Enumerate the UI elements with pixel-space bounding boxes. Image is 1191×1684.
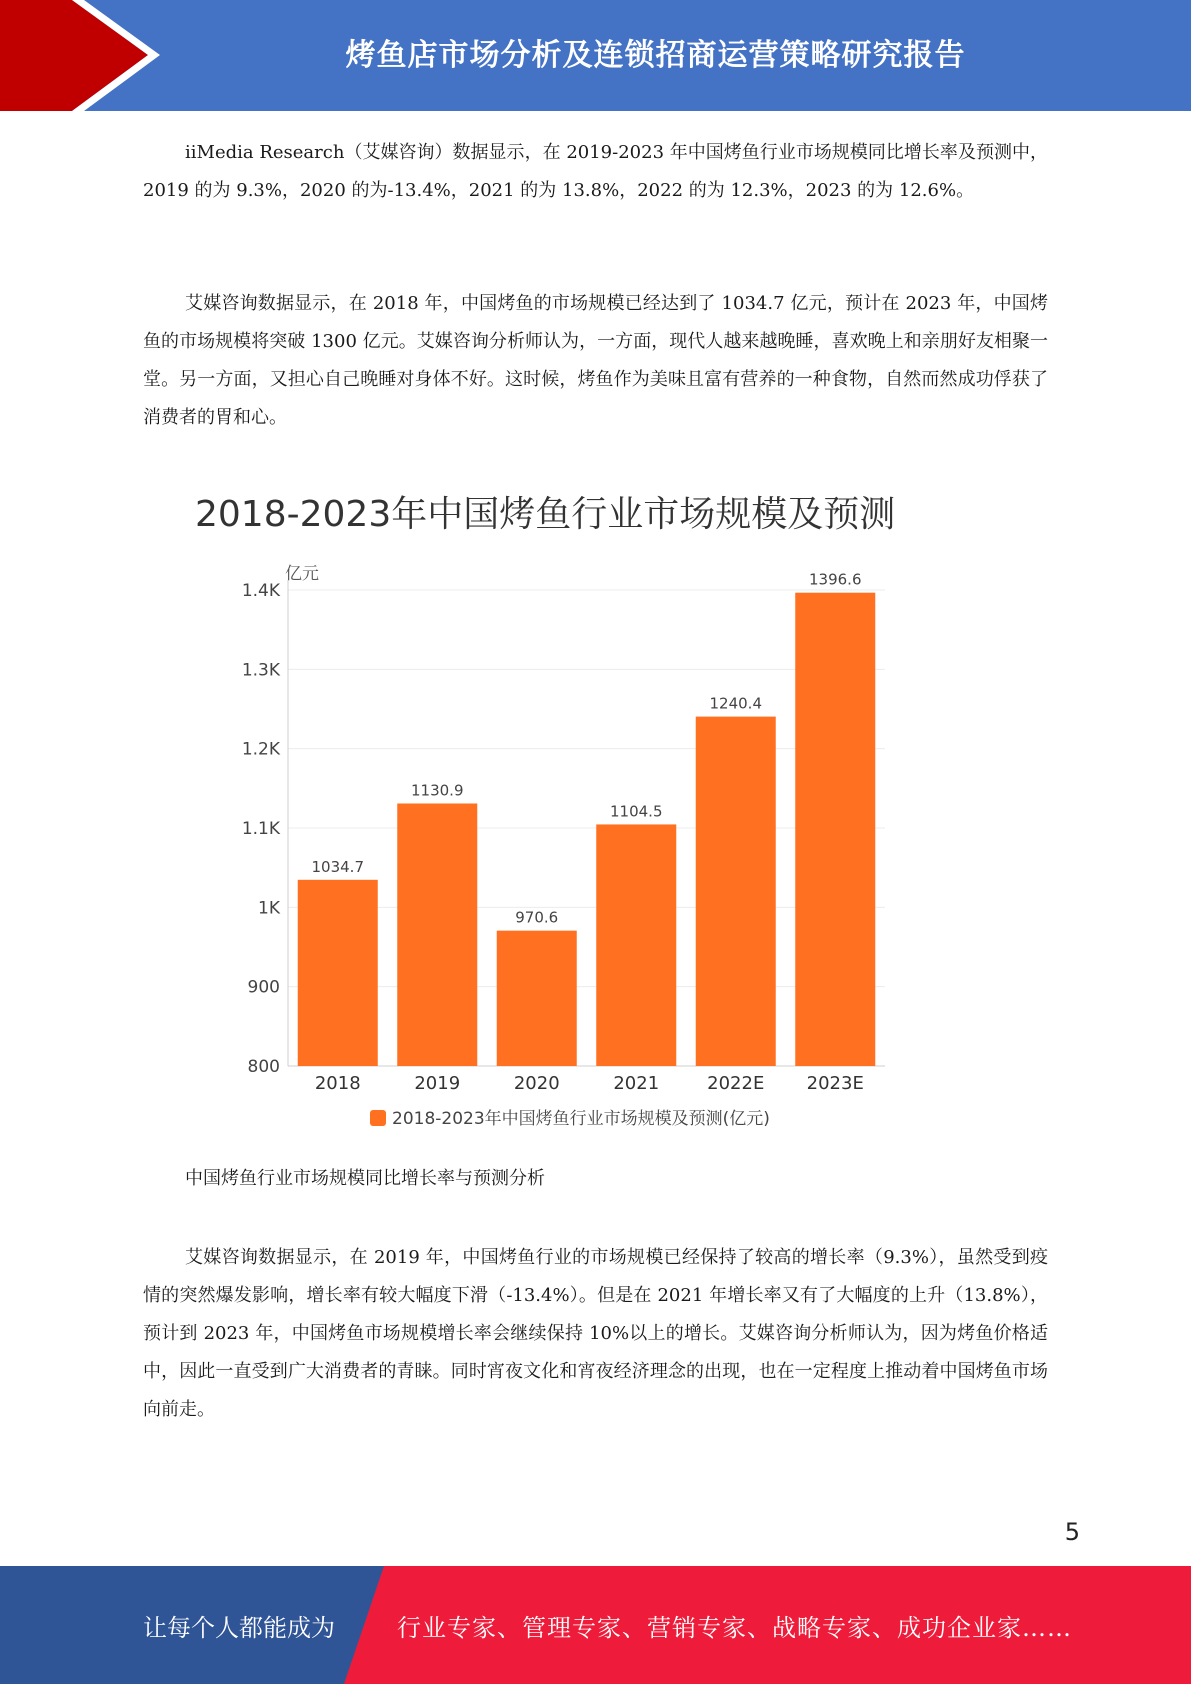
market-size-bar-chart [170,490,990,1140]
x-tick-label: 2023E [806,1073,864,1094]
bar-2021 [596,824,676,1066]
legend-swatch [370,1110,386,1126]
x-tick-label: 2020 [513,1073,560,1094]
y-tick-label: 900 [247,977,280,998]
y-tick-label: 1K [258,898,280,919]
data-label-2019: 1130.9 [411,781,464,800]
footer-slogan-right: 行业专家、管理专家、营销专家、战略专家、成功企业家…… [397,1614,1072,1642]
bar-2018 [298,880,378,1066]
data-label-2021: 1104.5 [610,802,663,821]
data-label-2018: 1034.7 [311,857,364,876]
data-label-2022E: 1240.4 [709,694,762,713]
bar-2023E [795,593,875,1066]
bar-2019 [397,803,477,1066]
bar-2020 [497,931,577,1066]
y-tick-label: 800 [247,1057,280,1077]
x-tick-label: 2019 [414,1073,461,1094]
page-footer [0,1566,1191,1684]
y-tick-label: 1.1K [241,819,280,839]
paragraph-growth-rate: iiMedia Research（艾媒咨询）数据显示，在 2019-2023 年中国烤鱼行业市场规模同比增长率及预测中，2019 的为 9.3%，2020 的为-13.4%，2021 的为 13.8%，2022 的为 12.3%，2023 的为 12.6%。 [143,142,1048,201]
page-number: 5 [1064,1518,1080,1546]
data-label-2023E: 1396.6 [809,570,862,589]
chart-title: 2018-2023年中国烤鱼行业市场规模及预测 [195,494,896,535]
y-tick-label: 1.4K [241,581,280,601]
page-header [0,0,1191,111]
bar-2022E [696,717,776,1066]
x-tick-label: 2018 [314,1073,361,1094]
legend-label: 2018-2023年中国烤鱼行业市场规模及预测(亿元) [392,1109,770,1129]
data-label-2020: 970.6 [515,908,559,927]
footer-slogan-left: 让每个人都能成为 [143,1614,335,1642]
y-tick-label: 1.3K [241,660,280,681]
report-title: 烤鱼店市场分析及连锁招商运营策略研究报告 [345,38,966,73]
x-tick-label: 2022E [707,1073,765,1094]
y-tick-label: 1.2K [241,739,280,760]
y-axis-label: 亿元 [285,564,319,584]
paragraph-market-size: 艾媒咨询数据显示，在 2018 年，中国烤鱼的市场规模已经达到了 1034.7 亿元，预计在 2023 年，中国烤鱼的市场规模将突破 1300 亿元。艾媒咨询分析师认为，一方面，现代人越来越晚睡，喜欢晚上和亲朋好友相聚一堂。另一方面，又担心自己晚睡对身体不好。这时候，烤鱼作为美味且富有营养的一种食物，自然而然成功俘获了消费者的胃和心。 [143,293,1048,428]
x-tick-label: 2021 [613,1073,660,1094]
paragraph-analysis: 艾媒咨询数据显示，在 2019 年，中国烤鱼行业的市场规模已经保持了较高的增长率（9.3%），虽然受到疫情的突然爆发影响，增长率有较大幅度下滑（-13.4%）。但是在 2021 年增长率又有了大幅度的上升（13.8%），预计到 2023 年，中国烤鱼市场规模增长率会继续保持 10%以上的增长。艾媒咨询分析师认为，因为烤鱼价格适中，因此一直受到广大消费者的青睐。同时宵夜文化和宵夜经济理念的出现，也在一定程度上推动着中国烤鱼市场向前走。 [143,1247,1048,1420]
chart-caption: 中国烤鱼行业市场规模同比增长率与预测分析 [185,1168,545,1189]
